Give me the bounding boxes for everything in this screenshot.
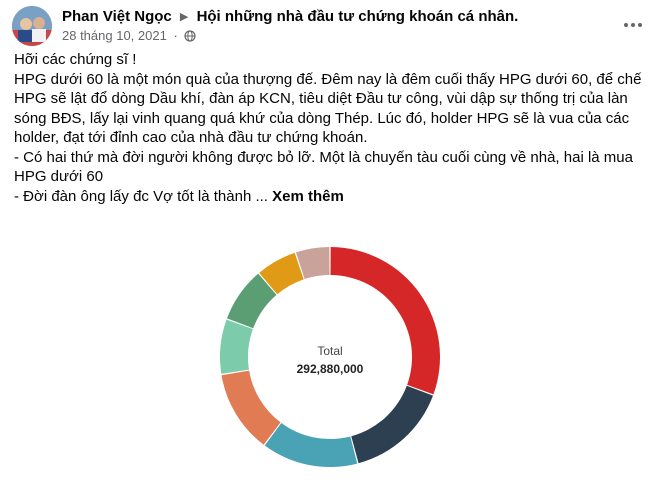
post-body xyxy=(14,50,646,206)
meta-separator: · xyxy=(173,28,178,43)
globe-icon xyxy=(184,30,196,45)
donut-slice[interactable] xyxy=(351,386,433,463)
author-name[interactable]: Phan Việt Ngọc xyxy=(62,8,172,25)
post-line: Hỡi các chứng sĩ ! xyxy=(14,51,137,68)
chart-center-label: Total xyxy=(317,344,343,358)
donut-chart xyxy=(0,228,660,482)
more-horizontal-icon[interactable] xyxy=(624,14,646,26)
post-header xyxy=(12,6,652,46)
group-name[interactable]: Hội những nhà đầu tư chứng khoán cá nhân. xyxy=(196,8,519,25)
chart-center-value: 292,880,000 xyxy=(296,362,364,376)
donut-slice[interactable] xyxy=(222,371,281,445)
post-line-last xyxy=(14,187,646,207)
play-triangle-icon: ▶ xyxy=(179,11,189,23)
post-meta xyxy=(62,28,196,45)
post-date[interactable]: 28 tháng 10, 2021 xyxy=(62,28,167,43)
donut-slice[interactable] xyxy=(265,423,358,467)
post-title-line xyxy=(62,8,518,25)
post-line: - Có hai thứ mà đời người không được bỏ lỡ. Một là chuyến tàu cuối cùng về nhà, hai là mua HPG dưới 60 xyxy=(14,148,633,185)
author-avatar[interactable] xyxy=(12,6,52,46)
see-more-link[interactable]: Xem thêm xyxy=(272,187,344,205)
post-line-truncated: - Đời đàn ông lấy đc Vợ tốt là thành ... xyxy=(14,187,268,205)
post-line: HPG dưới 60 là một món quà của thượng đế. Đêm nay là đêm cuối thấy HPG dưới 60, để chế HPG sẽ lật đổ dòng Dầu khí, đàn áp KCN, tiêu diệt Đầu tư công, vùi dập sự thống trị của làn sóng BĐS, lấy lại vinh quang quá khứ của dòng Thép. Lúc đó, holder HPG sẽ là vua của các holder, đạt tới đỉnh cao của nhà đầu tư chứng khoán. xyxy=(14,70,642,146)
